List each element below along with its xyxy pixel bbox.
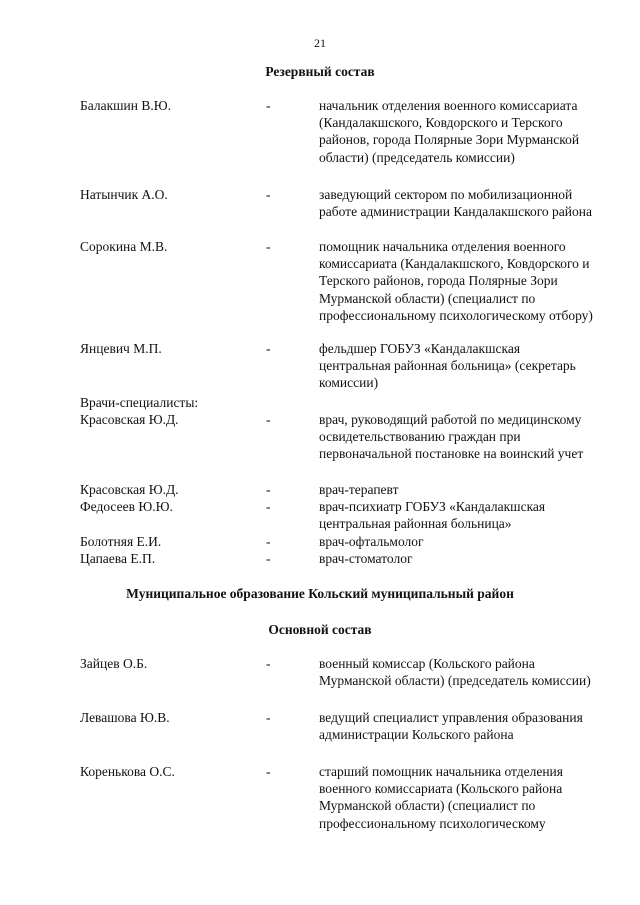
member-name: Красовская Ю.Д. (80, 412, 179, 427)
reserve-section-title: Резервный состав (265, 64, 375, 79)
reserve-row (0, 340, 640, 392)
specialist-row (0, 481, 640, 498)
dash-separator: - (266, 412, 271, 427)
main-section-title: Основной состав (268, 622, 372, 637)
dash-separator: - (266, 534, 271, 549)
dash-separator: - (266, 710, 271, 725)
member-role: фельдшер ГОБУЗ «Кандалакшская центральная районная больница» (секретарь комиссии) (319, 341, 576, 391)
specialists-label: Врачи-специалисты: (80, 395, 199, 410)
specialist-row (0, 550, 640, 567)
specialist-row (0, 533, 640, 550)
member-name: Федосеев Ю.Ю. (80, 499, 173, 514)
dash-separator: - (266, 551, 271, 566)
member-role: врач-стоматолог (319, 551, 413, 566)
main-row (0, 655, 640, 689)
specialist-row (0, 411, 640, 463)
dash-separator: - (266, 499, 271, 514)
specialist-row (0, 498, 640, 532)
dash-separator: - (266, 341, 271, 356)
dash-separator: - (266, 656, 271, 671)
member-name: Натынчик А.О. (80, 187, 168, 202)
dash-separator: - (266, 98, 271, 113)
member-name: Цапаева Е.П. (80, 551, 156, 566)
main-row (0, 763, 640, 832)
member-role: врач-терапевт (319, 482, 399, 497)
member-name: Красовская Ю.Д. (80, 482, 179, 497)
member-name: Болотняя Е.И. (80, 534, 162, 549)
member-role: помощник начальника отделения военного комиссариата (Кандалакшского, Ковдорского и Терского районов, города Полярные Зори Мурманской области) (специалист по профессиональному психологическому отбору) (319, 239, 593, 323)
dash-separator: - (266, 764, 271, 779)
member-name: Сорокина М.В. (80, 239, 168, 254)
member-name: Балакшин В.Ю. (80, 98, 171, 113)
member-role: врач-психиатр ГОБУЗ «Кандалакшская центральная районная больница» (319, 499, 546, 532)
municipality-title: Муниципальное образование Кольский муниципальный район (126, 586, 514, 601)
reserve-row (0, 97, 640, 166)
member-role: врач-офтальмолог (319, 534, 424, 549)
member-role: старший помощник начальника отделения военного комиссариата (Кольского района Мурманской области) (специалист по профессиональному психологическому (319, 764, 563, 831)
page-number: 21 (314, 36, 326, 50)
member-role: заведующий сектором по мобилизационной работе администрации Кандалакшского района (319, 187, 592, 220)
main-row (0, 709, 640, 743)
member-role: ведущий специалист управления образования администрации Кольского района (319, 710, 583, 743)
member-role: военный комиссар (Кольского района Мурманской области) (председатель комиссии) (319, 656, 591, 689)
member-name: Зайцев О.Б. (80, 656, 148, 671)
member-role: врач, руководящий работой по медицинскому освидетельствованию граждан при первоначальной постановке на воинский учет (319, 412, 584, 462)
reserve-row (0, 186, 640, 220)
reserve-row (0, 238, 640, 324)
dash-separator: - (266, 482, 271, 497)
dash-separator: - (266, 239, 271, 254)
member-name: Янцевич М.П. (80, 341, 162, 356)
specialists-block (0, 394, 640, 411)
dash-separator: - (266, 187, 271, 202)
member-name: Коренькова О.С. (80, 764, 175, 779)
member-role: начальник отделения военного комиссариата (Кандалакшского, Ковдорского и Терского районов, города Полярные Зори Мурманской области) (председатель комиссии) (319, 98, 580, 165)
member-name: Левашова Ю.В. (80, 710, 170, 725)
